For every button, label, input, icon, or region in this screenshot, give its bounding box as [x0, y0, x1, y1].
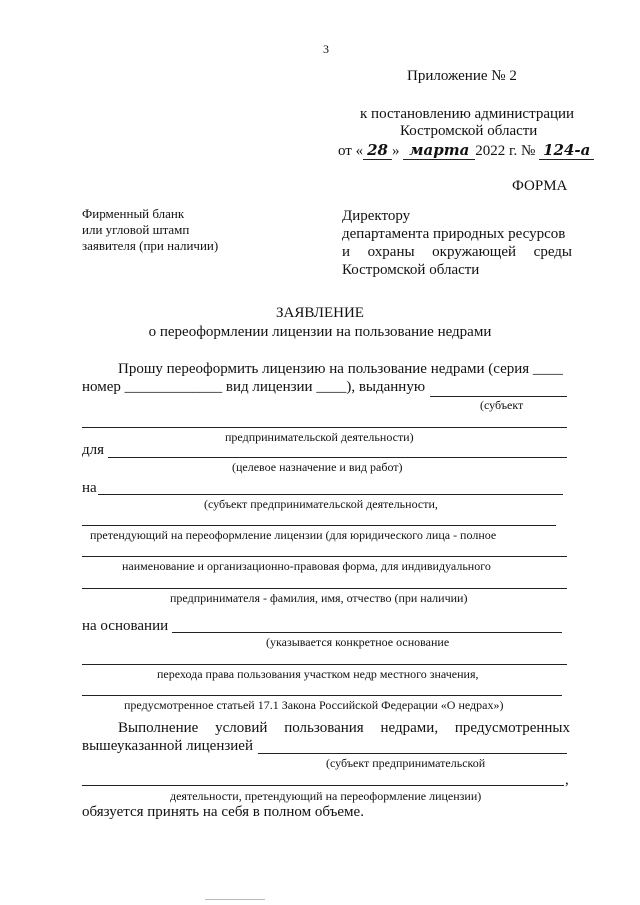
date-mid: »: [391, 143, 400, 159]
obligor-line-2: [82, 785, 564, 786]
document-title: ЗАЯВЛЕНИЕ: [276, 305, 364, 321]
obligation-final: обязуется принять на себя в полном объеме.: [82, 804, 364, 820]
hint-obligor-1: (субъект предпринимательской: [326, 756, 486, 770]
form-label: ФОРМА: [512, 178, 568, 194]
obligor-line-1: [258, 753, 567, 754]
applicant-line-1: [98, 494, 563, 495]
applicant-line-4: [82, 588, 567, 589]
hint-applicant-1: (субъект предпринимательской деятельности,: [204, 497, 438, 511]
hint-applicant-2: претендующий на переоформление лицензии (для юридического лица - полное: [90, 528, 497, 542]
hint-subject-2: предпринимательской деятельности): [225, 430, 414, 444]
date-year: 2022 г. №: [475, 143, 536, 159]
footer-rule: [205, 899, 265, 900]
letterhead-line2: или угловой штамп: [82, 222, 190, 237]
purpose-line: [108, 457, 567, 458]
appendix-line1: к постановлению администрации: [360, 106, 575, 122]
page-number: 3: [323, 42, 329, 56]
document-subtitle: о переоформлении лицензии на пользование недрами: [148, 324, 492, 340]
appendix-date-line: [338, 141, 594, 160]
issued-to-line: [430, 396, 567, 397]
basis-line-2: [82, 664, 567, 665]
hint-basis-1: (указывается конкретное основание: [266, 635, 450, 649]
hint-applicant-3: наименование и организационно-правовая форма, для индивидуального: [122, 559, 491, 573]
appendix-line2: Костромской области: [400, 123, 538, 139]
obligation-line2: вышеуказанной лицензией: [82, 738, 253, 754]
applicant-line-2: [82, 525, 556, 526]
hint-obligor-2: деятельности, претендующий на переоформление лицензии): [170, 789, 482, 803]
basis-label: на основании: [82, 618, 169, 634]
addressee-block: [342, 207, 572, 279]
appendix-title: Приложение № 2: [407, 68, 517, 84]
hint-purpose: (целевое назначение и вид работ): [232, 460, 403, 474]
addressee-line4: Костромской области: [342, 262, 480, 278]
hint-subject-1: (субъект: [480, 398, 524, 412]
basis-line-3: [82, 695, 562, 696]
basis-line-1: [172, 632, 562, 633]
date-prefix: от «: [338, 143, 364, 159]
applicant-line-3: [82, 556, 567, 557]
issued-to-line-2: [82, 427, 567, 428]
addressee-line1: Директору: [342, 208, 411, 224]
obligation-line1: Выполнение условий пользования недрами, предусмотренных: [118, 720, 570, 736]
date-day: 28: [363, 141, 392, 160]
request-line1: Прошу переоформить лицензию на пользование недрами (серия ____: [118, 361, 563, 377]
for-label: для: [82, 442, 105, 458]
letterhead-note: [82, 206, 218, 254]
hint-basis-3: предусмотренное статьей 17.1 Закона Российской Федерации «О недрах»): [124, 698, 504, 712]
date-number: 124-а: [539, 141, 594, 160]
addressee-line2: департамента природных ресурсов: [342, 226, 566, 242]
request-line2: номер _____________ вид лицензии ____), выданную: [82, 379, 426, 395]
hint-basis-2: перехода права пользования участком недр местного значения,: [157, 667, 479, 681]
addressee-line3: и охраны окружающей среды: [342, 244, 572, 260]
to-label: на: [82, 480, 97, 496]
obligor-comma: ,: [565, 772, 569, 788]
letterhead-line3: заявителя (при наличии): [82, 238, 219, 253]
date-month: марта: [403, 141, 475, 160]
letterhead-line1: Фирменный бланк: [82, 206, 185, 221]
hint-applicant-4: предпринимателя - фамилия, имя, отчество (при наличии): [170, 591, 468, 605]
